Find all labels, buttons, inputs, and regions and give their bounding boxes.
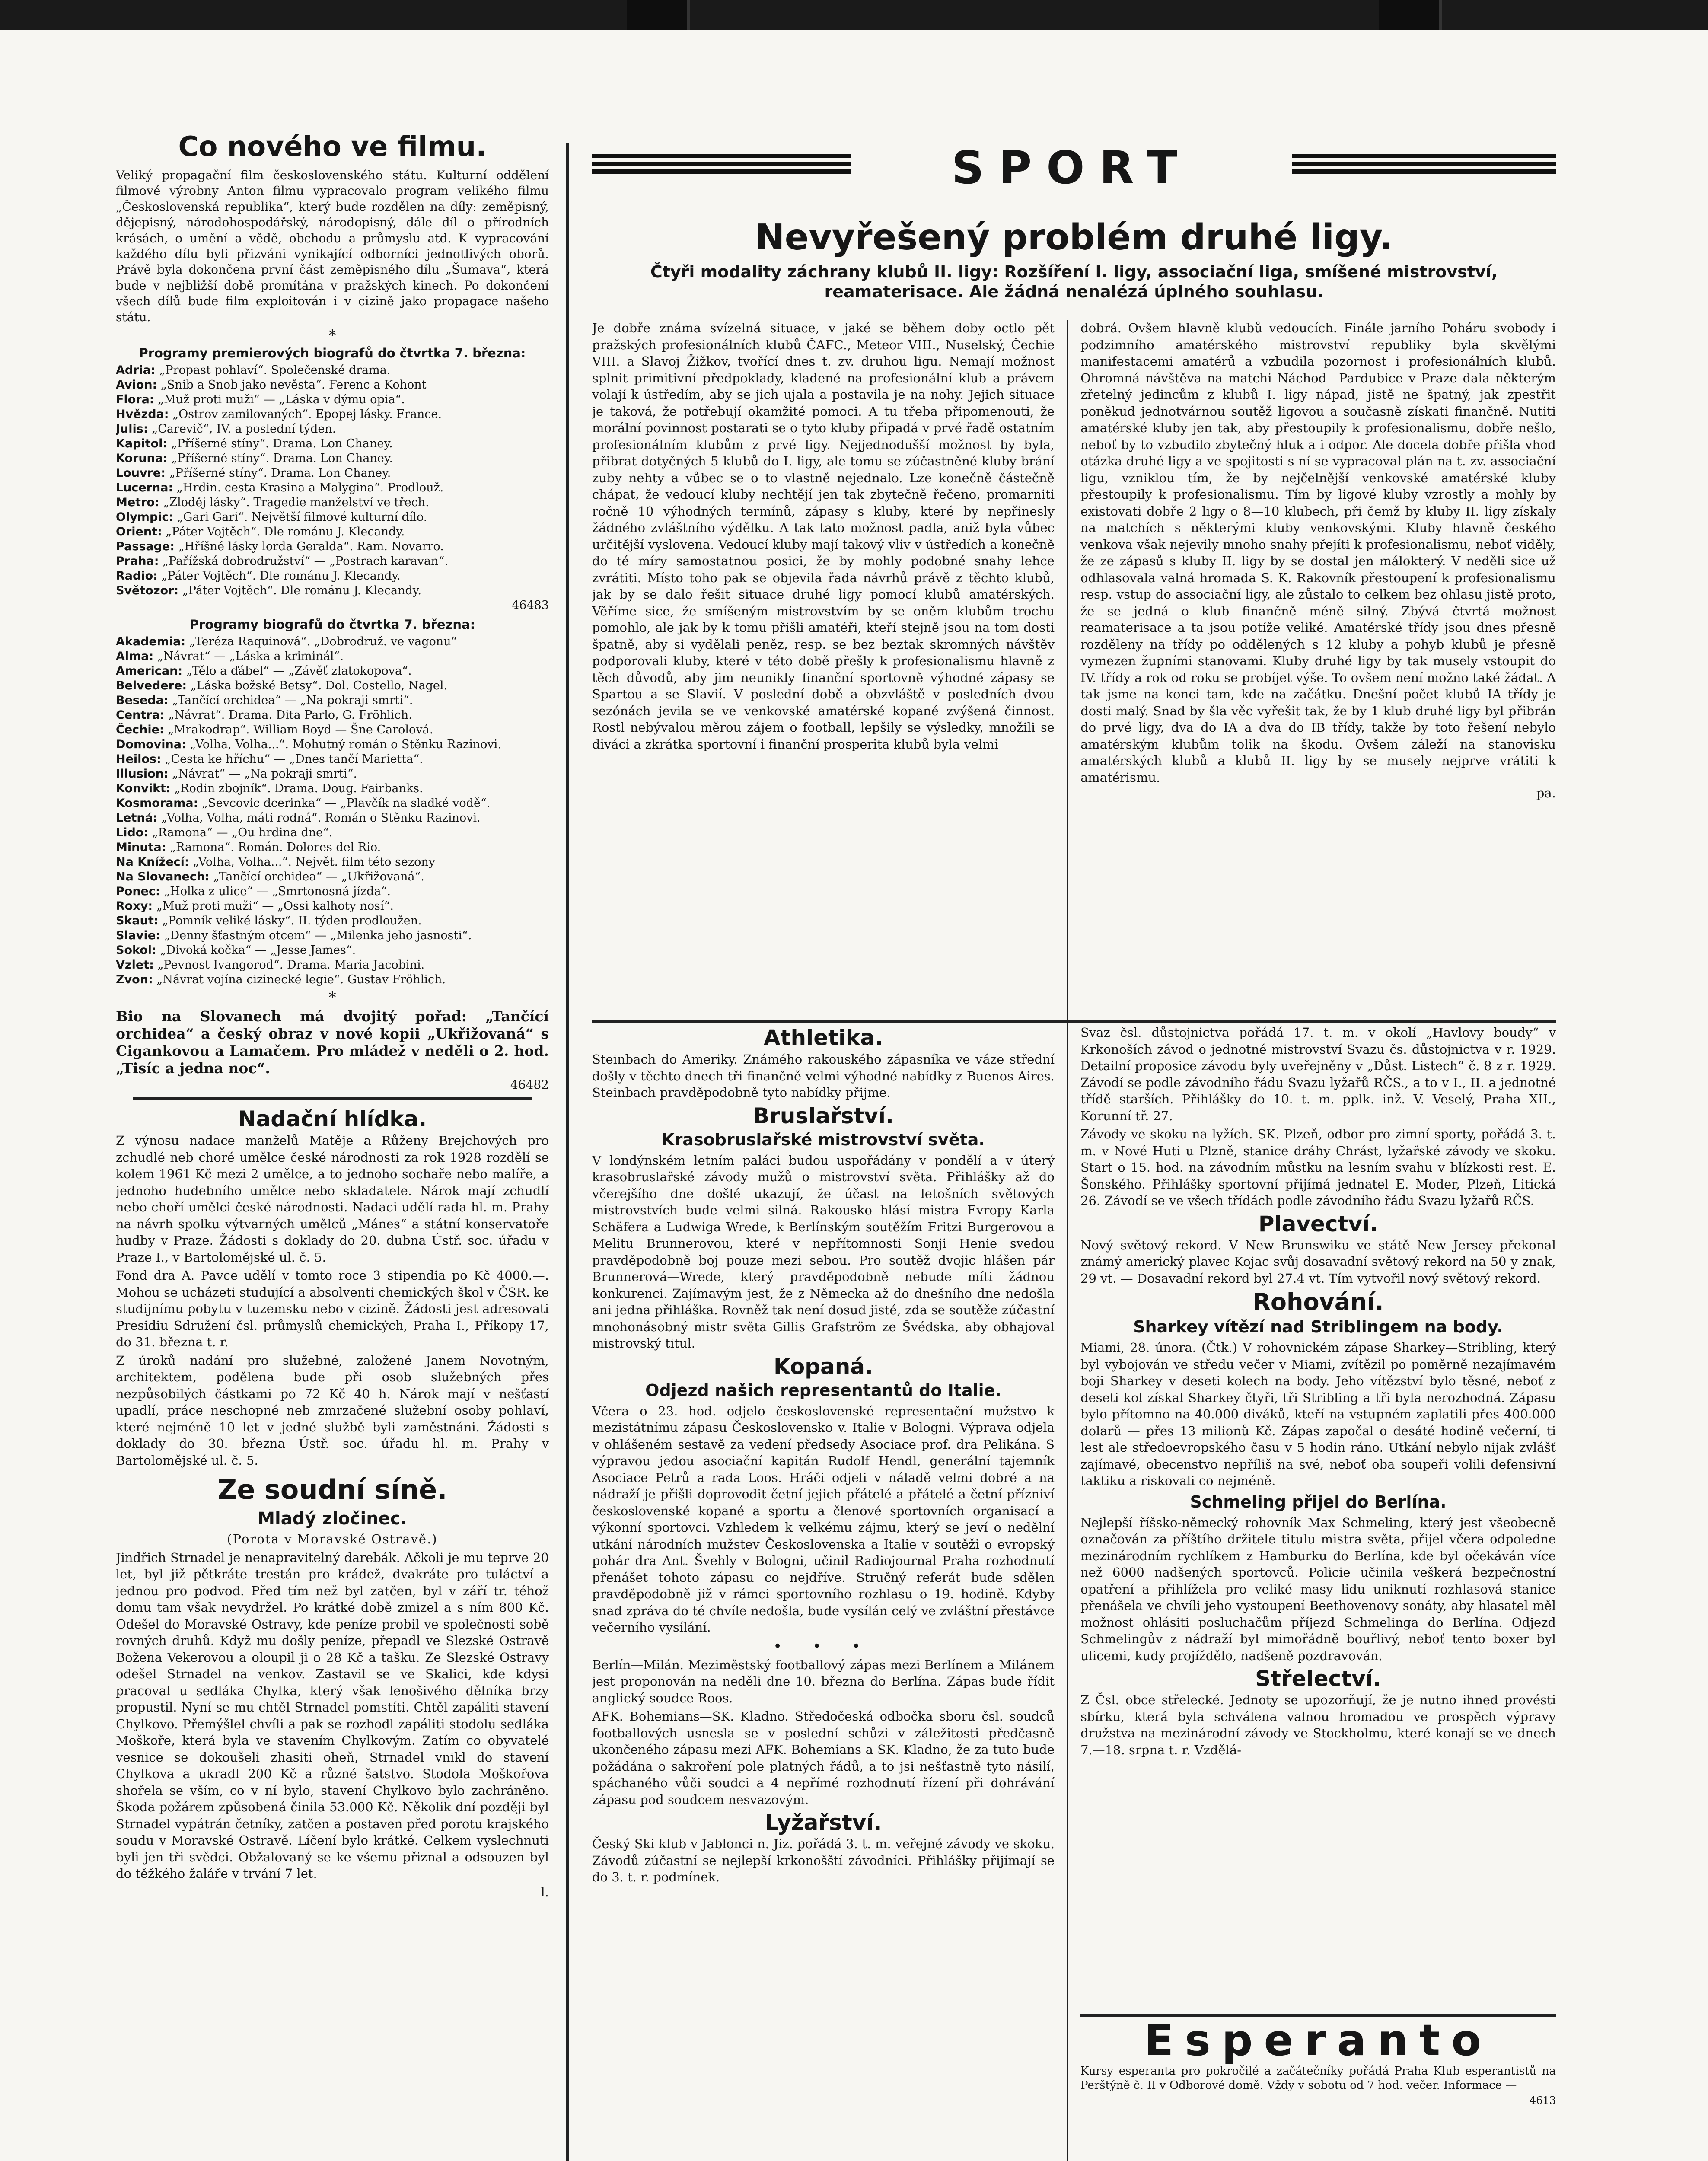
cinema-listing [116, 422, 549, 437]
cinema-program: „Páter Vojtěch“. Dle románu J. Klecandy. [182, 584, 421, 598]
cinema-listing [116, 899, 549, 914]
divider-asterisk: * [328, 327, 336, 344]
premiere-list [116, 363, 549, 613]
cinema-name: Ponec: [116, 885, 160, 899]
plzen-text: Závody ve skoku na lyžích. SK. Plzeň, odbor pro zimní sporty, pořádá 3. t. m. v Nové Huti u Plzně, stanice dráhy Chrást, lyžařské závody ve skoku. Start o 15. hod. na závodním můstku na lesním svahu v blízkosti rest. E. Šonského. Přihlášky sportovní přijímá jednatel E. Moder, Plzeň, Litická 26. Závodí se ve všech třídách podle závodního řádu Svazu lyžařů RČS. [1080, 1127, 1556, 1208]
cinema-name: Louvre: [116, 466, 166, 480]
cinema-listing [116, 737, 549, 752]
football-text: Včera o 23. hod. odjelo československé representační mužstvo k mezistátnímu zápasu Československo v. Italie v Bologni. Výprava odjela v ohlášeném sestavě za vedení předsedy Asociace prof. dra Pelikána. S výpravou jedou asociační kapitán Rudolf Hendl, generální tajemník Asociace Petrů a rada Loos. Hráči odjeli v náladě velmi dobré a na nádraží je přišli doprovodit četní jejich přátelé a přátelé a četní přízniví československé kopané a sportu a členové sportovních organisací a výkonní sportovci. Vzhledem k velkému zájmu, který se jeví o nedělní utkání národních mužstev Československa a Italie v soutěži o evropský pohár dra Ant. Švehly v Bologni, učinil Radiojournal Praha rozhodnutí přenášet tohoto zápasu co nejdříve. Stručný referát bude sdělen pravděpodobně již v rámci sportovního rozhlasu o 19. hodině. Kdyby snad zpráva do té chvíle nedošla, bude vysílán celý ve zvláštní přestávce večerního vysílání. [592, 1403, 1055, 1635]
cinema-name: Flora: [116, 393, 154, 407]
foundation-text-2: Fond dra A. Pavce udělí v tomto roce 3 stipendia po Kč 4000.—. Mohou se ucházeti studující a absolventi chemických škol v ČSR. ke studijnímu pobytu v tuzemsku nebo v cizině. Žádosti jest adresovati Presidiu Sdružení čsl. průmyslů chemických, Praha I., Příkopy 17, do 31. března t. r. [116, 1268, 549, 1350]
athletics-heading: Athletika. [763, 1025, 883, 1050]
cinema-name: Roxy: [116, 899, 153, 913]
cinema-name: Sokol: [116, 943, 156, 957]
skating-heading: Bruslařství. [752, 1103, 894, 1128]
cinema-program: „Pomník veliké lásky“. II. týden prodloužen. [162, 914, 422, 928]
cinema-name: Na Slovanech: [116, 870, 210, 884]
cinema-program: „Návrat“. Drama. Dita Parlo, G. Fröhlich. [168, 708, 412, 722]
cinema-program: „Příšerné stíny“. Drama. Lon Chaney. [169, 466, 391, 480]
left-column [116, 130, 549, 2161]
section-rule [592, 1020, 1556, 1023]
film-heading: Co nového ve filmu. [178, 131, 487, 163]
cinema-program: „Muž proti muži“ — „Ossi kalhoty nosí“. [156, 899, 394, 913]
shooting-heading: Střelectví. [1255, 1666, 1381, 1691]
cinema-program: „Teréza Raquinová“. „Dobrodruž. ve vagonu“ [189, 635, 457, 649]
scan-top-border [0, 0, 1708, 30]
skating-text: V londýnském letním paláci budou uspořádány v pondělí a v úterý krasobruslařské závody mužů o mistrovství světa. Přihlášky až do včerejšího dne došlé ukazují, že účast na letošních světových mistrovstvích bude velmi silná. Rakousko hlásí mistra Evropy Karla Schäfera a Ludwiga Wrede, k Berlínským soutěžím Fritzi Burgerovou a Melitu Brunnerovou, které v nepřítomnosti Sonji Henie svedou pravděpodobně boj pouze mezi sebou. Pro soutěž dvojic hlášen pár Brunnerová—Wrede, který pravděpodobně nebude míti žádnou konkurenci. Zajímavým jest, že z Německa až do dnešního dne nedošla ani jedna přihláška. Rovněž tak není dosud jisté, zda se soutěže zúčastní mnohonásobný mistr světa Gillis Grafström ze Švédska, aby obhajoval mistrovský titul. [592, 1153, 1055, 1351]
cinema-name: Belvedere: [116, 679, 187, 693]
film-ref-number: 46483 [512, 599, 549, 612]
esperanto-text: Kursy esperanta pro pokročilé a začátečníky pořádá Praha Klub esperantistů na Perštýně č. II v Odborové domě. Vždy v sobotu od 7 hod. večer. Informace — [1080, 2065, 1556, 2092]
cinema-listing [116, 649, 549, 664]
cinema-name: Passage: [116, 540, 175, 554]
banner-stripes-left [592, 154, 851, 182]
cinema-name: Slavie: [116, 929, 160, 943]
schmeling-heading: Schmeling přijel do Berlína. [1190, 1492, 1447, 1511]
cinema-name: Na Knížecí: [116, 855, 189, 869]
cinema-program: „Ostrov zamilovaných“. Epopej lásky. France. [172, 408, 442, 421]
foundation-heading: Nadační hlídka. [238, 1106, 427, 1132]
court-text: Jindřich Strnadel je nenapravitelný darebák. Ačkoli je mu teprve 20 let, byl již pětkráte trestán pro krádež, dvakráte pro tuláctví a jednou pro podvod. Před tím než byl zatčen, byl v září tr. téhož domu tam však nevydržel. Po krátké době zmizel a s ním 800 Kč. Odešel do Moravské Ostravy, kde peníze probil ve společnosti sobě rovných druhů. Když mu došly peníze, přepadl ve Slezské Ostravě Božena Vekerovou a oloupil ji o 28 Kč a tašku. Ze Slezské Ostravy odešel Strnadel na venkov. Zastavil se ve Skalici, kde kdysi pracoval u sedláka Chylka, který však lenošivého dělníka brzy propustil. Nyní se mu chtěl Strnadel pomstíti. Chtěl zapáliti stavení Chylkovo. Přemýšlel chvíli a pak se rozhodl zapáliti stodolu sedláka Moškoře, která byla ve stavením Chylkovým. Zatím co obyvatelé vesnice se dokoušeli zhasiti oheň, Strnadel vnikl do stavení Chylkova a ukradl 200 Kč a různé šatstvo. Stodola Moškořova shořela se vším, co v ní bylo, stavení Chylkovo bylo zachráněno. Škoda požárem způsobená činila 53.000 Kč. Několik dní později byl Strnadel vypátrán četníky, zatčen a postaven před porotu krajského soudu v Moravské Ostravě. Líčení bylo krátké. Celkem vyslechnuti byli jen tři svědci. Obžalovaný se ke všemu přiznal a odsouzen byl do těžkého žaláře v trvání 7 let. [116, 1550, 549, 1881]
boxing-subheading: Sharkey vítězí nad Striblingem na body. [1133, 1317, 1503, 1336]
scan-edge-mark [627, 0, 690, 30]
cinema-program: „Tělo a ďábel“ — „Závěť zlatokopova“. [186, 664, 412, 678]
cinema-program: „Páter Vojtěch“. Dle románu J. Klecandy. [166, 525, 405, 539]
football-text-3: AFK. Bohemians—SK. Kladno. Středočeská odbočka sboru čsl. soudců footballových usnesla se v poslední schůzi v záležitosti předčasně ukončeného zápasu mezi AFK. Bohemians a SK. Kladno, že za tuto bude požádána o sakroření pole platných řádů, a to jsi nešťastně tyto násilí, spáchaného vůči soudci a 4 nepřímé rozhodnutí řízení při dohrávání zápasu pod soudcem nesvazovým. [592, 1709, 1055, 1807]
cinema-program: „Páter Vojtěch“. Dle románu J. Klecandy. [161, 569, 401, 583]
cinema-listing [116, 826, 549, 840]
football-heading: Kopaná. [773, 1354, 873, 1379]
divider-dots: • • • [773, 1637, 873, 1655]
boxing-text: Miami, 28. února. (Čtk.) V rohovnickém zápase Sharkey—Stribling, který byl vybojován ve středu večer v Miami, zvítězil po poměrně nezajímavém boji Sharkey v deseti kolech na body. Jeho vítězství bylo těsné, neboť z deseti kol získal Sharkey čtyři, tři Stribling a tři byla nerozhodná. Zápasu bylo přítomno na 40.000 diváků, kteří na vstupném zaplatili přes 400.000 dolarů — přes 13 milionů Kč. Zápas započal o desáté hodině večerní, ti lest ale středoevropského času v 5 hodin ráno. Utkání nebylo nijak zvlášť zajímavé, obecenstvo nepříliš na své, neboť oba soupeři volili defensivní taktiku a riskovali co nejméně. [1080, 1340, 1556, 1488]
cinema-listing [116, 767, 549, 781]
cinema-listing [116, 855, 549, 870]
cinema-name: Hvězda: [116, 408, 169, 421]
cinema-name: Kosmorama: [116, 797, 198, 810]
cinema-name: Centra: [116, 708, 165, 722]
football-text-2: Berlín—Milán. Meziměstský footballový zápas mezi Berlínem a Milánem jest proponován na neděli dne 10. března do Berlína. Zápas bude řídit anglický soudce Roos. [592, 1657, 1055, 1705]
cinema-program: „Ramona“. Román. Dolores del Rio. [170, 841, 381, 854]
cinema-listing [116, 525, 549, 539]
esperanto-number: 4613 [1529, 2094, 1556, 2107]
league-col-2 [1080, 320, 1556, 1016]
cinema-program: „Mrakodrap“. William Boyd — Šne Carolová. [168, 723, 433, 737]
cinema-listing [116, 914, 549, 928]
divider-asterisk: * [328, 989, 336, 1007]
swimming-text: Nový světový rekord. V New Brunswiku ve státě New Jersey překonal známý americký plavec Kojac svůj dosavadní světový rekord na 50 y znak, 29 vt. — Dosavadní rekord byl 27.4 vt. Tím vytvořil nový světový rekord. [1080, 1237, 1556, 1286]
cinema-program: „Divoká kočka“ — „Jesse James“. [160, 943, 356, 957]
column-divider [1067, 1024, 1068, 2161]
sport-col-middle [592, 1024, 1055, 2161]
film-ref-number: 46482 [510, 1077, 549, 1092]
cinema-listing [116, 392, 549, 407]
cinema-name: Avion: [116, 378, 157, 392]
schmeling-text: Nejlepší říšsko-německý rohovník Max Schmeling, který jest všeobecně označován za příštího držitele titulu mistra světa, přijel včera odpoledne mezinárodním rychlíkem z Hamburku do Berlína, kde byl očekáván více než 6000 nadšených sportovců. Policie učinila veškerá bezpečnostní opatření a přihlížela pro veliké masy lidu uniknutí rozhlasová stanice přenášela ve chvíli jeho vystoupení Beethovenovy sonáty, aby hlasatel měl možnost ohlásiti posluchačům příjezd Schmelinga do Berlína. Odjezd Schmelingův z nádraží byl mimořádně bouřlivý, neboť tento boxer byl ulicemi, kudy projíždělo, nadšeně pozdravován. [1080, 1515, 1556, 1663]
bio-note: Bio na Slovanech má dvojitý pořad: „Tančící orchidea“ a český obraz v nové kopii „Ukřižovaná“ s Cigankovou a Lamačem. Pro mládež v neděli o 2. hod. „Tisíc a jedna noc“. [116, 1008, 549, 1077]
cinema-listing [116, 510, 549, 525]
cinema-program: „Snib a Snob jako nevěsta“. Ferenc a Kohont [160, 378, 427, 392]
sport-title: SPORT [952, 141, 1192, 194]
skating-subheading: Krasobruslařské mistrovství světa. [662, 1130, 985, 1149]
column-divider [1067, 320, 1068, 1029]
cinema-name: Vzlet: [116, 958, 154, 972]
cinema-program: „Ramona“ — „Ou hrdina dne“. [152, 826, 333, 840]
court-subheading: Mladý zločinec. [258, 1509, 407, 1529]
banner-stripes-right [1292, 154, 1556, 182]
cinema-program: „Sevcovic dcerinka“ — „Plavčík na sladké vodě“. [202, 797, 491, 810]
cinema-program: „Příšerné stíny“. Drama. Lon Chaney. [171, 452, 393, 465]
cinema-listing [116, 884, 549, 899]
cinema-name: Letná: [116, 811, 158, 825]
ski-heading: Lyžařství. [765, 1810, 882, 1835]
cinema-name: Akademia: [116, 635, 186, 649]
cinema-program: „Volha, Volha, máti rodná“. Román o Stěnku Razinovi. [161, 811, 481, 825]
thursday-list [116, 634, 549, 987]
league-signature: —pa. [1523, 786, 1556, 800]
cinema-listing [116, 693, 549, 708]
league-text-2: dobrá. Ovšem hlavně klubů vedoucích. Finále jarního Poháru svobody i podzimního amatérského mistrovství republiky byla skvělými manifestacemi amatérů a vzbudila pozornost i profesionálních klubů. Ohromná návštěva na matchi Náchod—Pardubice v Praze dala některým zřetelný jedincům z klubů I. ligy nápad, jistě ne špatný, jak zpestřit poněkud jednotvárnou soutěž ligovou a současně získati finančně. Nutiti amatérské kluby jen tak, aby přestoupily k profesionalismu, dobře nešlo, neboť by to vzbudilo zbytečný hluk a i odpor. Ale docela dobře přišla vhod otázka druhé ligy a ve spojitosti s ní se vypracoval plán na t. zv. associační ligu, vzniklou tím, že by nejčelnější venkovské amatérské kluby přestoupily k profesionalismu. Tím by ligové kluby vzrostly a mohly by existovati dobře 2 ligy o 8—10 klubech, při čemž by kluby II. ligy získaly na matchích s některými kluby venkovskými. Kluby hlavně českého venkova však nejevily mnoho snahy přejíti k profesionalismu, neboť viděly, že ze zápasů s kluby II. ligy by se dostal jen málokterý. V neděli sice už odhlasovala valná hromada S. K. Rakovník přestoupení k profesionalismu resp. vstup do associační ligy, ale zůstalo to celkem bez ohlasu jistě proto, že se jedná o klub finančně méně silný. Zbývá čtvrtá možnost reamaterisace a ta jsou potíže veliké. Amatérské třídy jsou dnes přesně rozděleny na třídy po oddělených s 12 kluby a pohyb klubů je přesně vymezen župními stanovami. Kluby druhé ligy by tak musely vstoupit do IV. třídy a rok od roku se probíjet výše. To ovšem není možno také žádat. A tak jsme na konci tam, kde na začátku. Dnešní počet klubů IA třídy je dosti malý. Snad by šla věc vyřešit tak, že by 1 klub druhé ligy byl přibrán do prvé ligy, dva do IA a dva do IB třídy, takže by toto řešení nebylo amatérským klubům tolik na škodu. Ovšem záleží na stanovisku amatérských klubů a klubů II. ligy by se musely nejprve vrátiti k amatérismu. [1080, 321, 1556, 785]
cinema-listing [116, 781, 549, 796]
cinema-name: Illusion: [116, 767, 169, 781]
cinema-name: Alma: [116, 650, 154, 663]
league-col-1 [592, 320, 1055, 1016]
cinema-name: Minuta: [116, 841, 166, 854]
court-origin: (Porota v Moravské Ostravě.) [227, 1532, 438, 1547]
cinema-name: Praha: [116, 555, 159, 568]
shooting-text: Z Čsl. obce střelecké. Jednoty se upozorňují, že je nutno ihned provésti sbírku, která byla schválena valnou hromadou ve prospěch výpravy družstva na mezinárodní závody ve Stockholmu, které konají se ve dnech 7.—18. srpna t. r. Vzdělá- [1080, 1692, 1556, 1757]
cinema-name: Lucerna: [116, 481, 173, 495]
cinema-listing [116, 664, 549, 679]
cinema-program: „Muž proti muži“ — „Láska v dýmu opia“. [158, 393, 405, 407]
cinema-listing [116, 723, 549, 737]
swimming-heading: Plavectví. [1258, 1211, 1378, 1237]
cinema-program: „Návrat“ — „Na pokraji smrti“. [172, 767, 357, 781]
cinema-name: Radio: [116, 569, 158, 583]
cinema-listing [116, 495, 549, 510]
cinema-listing [116, 407, 549, 422]
cinema-name: American: [116, 664, 183, 678]
cinema-program: „Volha, Volha...“. Mohutný román o Stěnku Razinovi. [190, 738, 502, 752]
esperanto-box [1080, 2014, 1556, 2161]
cinema-name: Světozor: [116, 584, 179, 598]
premiere-heading: Programy premierových biografů do čtvrtka 7. března: [139, 346, 526, 361]
court-heading: Ze soudní síně. [217, 1474, 447, 1506]
football-subheading: Odjezd našich representantů do Italie. [645, 1380, 1001, 1400]
column-divider [566, 143, 569, 2161]
film-intro: Veliký propagační film československého státu. Kulturní oddělení filmové výrobny Anton filmu vypracovalo program velikého filmu „Československá republika“, který bude rozdělen na díly: zeměpisný, dějepisný, národohospodářský, národopisný, dále díl o přírodních krásách, o umění a vědě, obchodu a průmyslu atd. K vypracování každého dílu byli přizváni vynikající odborníci jednotlivých oborů. Právě byla dokončena první část zeměpisného dílu „Šumava“, která bude v nejbližší době promítána v pražských kinech. Po dokončení všech dílů bude film exploitován i v cizině jako propagace našeho státu. [116, 168, 549, 324]
sport-col-right [1080, 1024, 1556, 2010]
cinema-program: „Holka z ulice“ — „Smrtonosná jízda“. [164, 885, 391, 899]
cinema-listing [116, 811, 549, 826]
scan-edge-mark [1379, 0, 1442, 30]
boxing-heading: Rohování. [1252, 1288, 1384, 1316]
cinema-listing [116, 451, 549, 466]
cinema-name: Skaut: [116, 914, 159, 928]
cinema-name: Olympic: [116, 510, 174, 524]
cinema-listing [116, 363, 549, 378]
sport-banner [592, 141, 1556, 194]
cinema-name: Kapitol: [116, 437, 168, 451]
cinema-listing [116, 378, 549, 392]
cinema-name: Konvikt: [116, 782, 171, 796]
cinema-name: Beseda: [116, 694, 169, 708]
cinema-program: „Tančící orchidea“ — „Ukřižovaná“. [213, 870, 424, 884]
cinema-listing [116, 437, 549, 451]
cinema-program: „Hrdin. cesta Krasina a Malygina“. Prodlouž. [176, 481, 444, 495]
cinema-program: „Návrat“ — „Láska a kriminál“. [157, 650, 344, 663]
cinema-name: Koruna: [116, 452, 168, 465]
cinema-program: „Denny šťastným otcem“ — „Milenka jeho jasnosti“. [164, 929, 472, 943]
ski-text: Český Ski klub v Jablonci n. Jiz. pořádá 3. t. m. veřejné závody ve skoku. Závodů zúčastní se nejlepší krkonošští závodníci. Přihlášky přijímají se do 3. t. r. podmínek. [592, 1836, 1055, 1884]
cinema-name: Čechie: [116, 723, 164, 737]
league-subheading: Čtyři modality záchrany klubů II. ligy: Rozšíření I. ligy, associační liga, smíšené mistrovství, reamaterisace. Ale žádná nenalézá úplného souhlasu. [650, 262, 1498, 301]
cinema-listing [116, 928, 549, 943]
cinema-listing [116, 796, 549, 811]
cinema-listing [116, 481, 549, 495]
cinema-program: „Láska božské Betsy“. Dol. Costello, Nagel. [190, 679, 448, 693]
cinema-listing [116, 554, 549, 569]
cinema-name: Heilos: [116, 752, 161, 766]
cinema-program: „Propast pohlaví“. Společenské drama. [159, 363, 391, 377]
foundation-text-3: Z úroků nadání pro služebné, založené Janem Novotným, architektem, podělena bude při osob služebných přes nezpůsobilých částkami po 72 Kč 40 h. Nárok mají v nešťastí upadlí, práce neschopné neb zmrzačené služební osoby pohlaví, které nejméně 10 let v jedné službě byli zaměstnáni. Žádosti s doklady do 30. března Ústř. soc. úřadu hl. m. Prahy v Bartolomějské ul. č. 5. [116, 1353, 549, 1468]
cinema-program: „Návrat vojína cizinecké legie“. Gustav Fröhlich. [156, 973, 446, 987]
cinema-listing [116, 943, 549, 958]
cinema-program: „Zloděj lásky“. Tragedie manželství ve třech. [163, 496, 429, 510]
cinema-listing [116, 583, 549, 598]
court-signature: —l. [528, 1884, 549, 1900]
cinema-name: Zvon: [116, 973, 153, 987]
cinema-listing [116, 958, 549, 972]
cinema-listing [116, 569, 549, 583]
cinema-program: „Rodin zbojník“. Drama. Doug. Fairbanks. [174, 782, 423, 796]
cinema-listing [116, 972, 549, 987]
foundation-text-1: Z výnosu nadace manželů Matěje a Růženy Brejchových pro zchudlé neb choré umělce české národnosti za rok 1928 rozdělí se kolem 1961 Kč mezi 2 umělce, a to jednoho sochaře nebo malíře, a jednoho hudebního umělce nebo skladatele. Nárok mají zchudlí nebo choří umělci české národnosti. Nadaci udělí rada hl. m. Prahy na návrh spolku výtvarných umělců „Mánes“ a státní konservatoře hudby v Praze. Žádosti s doklady do 20. dubna Ústř. soc. úřadu v Praze I., v Bartolomějské ul. č. 5. [116, 1133, 549, 1265]
cinema-program: „Pevnost Ivangorod“. Drama. Maria Jacobini. [157, 958, 425, 972]
cinema-name: Orient: [116, 525, 162, 539]
cinema-program: „Gari Gari“. Největší filmové kulturní dílo. [177, 510, 427, 524]
cinema-program: „Tančící orchidea“ — „Na pokraji smrti“. [172, 694, 413, 708]
thursday-heading: Programy biografů do čtvrtka 7. března: [189, 617, 475, 632]
league-header [592, 216, 1556, 320]
cinema-name: Domovina: [116, 738, 186, 752]
cinema-program: „Příšerné stíny“. Drama. Lon Chaney. [171, 437, 393, 451]
cinema-name: Metro: [116, 496, 159, 510]
cinema-listing [116, 840, 549, 855]
league-text-1: Je dobře známa svízelná situace, v jaké se během doby octlo pět pražských profesionálních klubů ČAFC., Meteor VIII., Nuselský, Čechie VIII. a Slavoj Žižkov, tvořící dnes t. zv. druhou ligu. Nemají možnost splnit primitivní předpoklady, kladené na profesionální klub a právem volají k ústředím, aby se jich ujala a postavila je na nohy. Jejich situace je taková, že potřebují okamžité pomoci. A tu třeba připomenouti, že morální povinnost postarati se o tyto kluby připadá v prvé řadě ostatním profesionálním klubům z prvé ligy. Nejjednodušší možnost by byla, přibrat dotyčných 5 klubů do I. ligy, ale tomu se zúčastněné kluby brání zuby nehty a vůbec se o to vlastně nejednalo. Lze konečně částečně chápat, že vedoucí kluby nechtějí jen tak zbytečně řečeno, promarniti ročně 10 výhodných termínů, zápasy s kluby, které by nepřinesly žádného zvláštního výdělku. A tak tato možnost padla, aniž byla vůbec určitější vyslovena. Vedoucí kluby mají takový vliv v ústředích a konečně do té míry samostatnou posici, že by mohly podobné snahy lehce zvrátiti. Místo toho pak se objevila řada návrhů právě z těchto klubů, jak by se dalo řešit situace druhé ligy pomocí klubů amatérských. Věříme sice, že smíšeným mistrovstvím by se oněm klubům trochu pomohlo, ale jak by k tomu přišli amatéři, kteří stejně jsou na tom dosti špatně, aby si vydělali peněz, resp. se bez beztak skromných návštěv podporovali kluby, které v této době přešly k profesionalismu hlavně z těch důvodů, aby jim neunikly finanční sportovně výhodné zápasy se Spartou a se Slavií. V poslední době a obzvláště v posledních dvou sezónách jevila se ve venkovské amatérské kopané zvýšená činnost. Rostl nebývalou měrou zájem o football, lepšily se výsledky, množili se diváci a zkrátka sportovní i finanční prosperita klubů byla velmi [592, 321, 1055, 752]
cinema-name: Adria: [116, 363, 156, 377]
cinema-listing [116, 870, 549, 884]
cinema-listing [116, 708, 549, 723]
league-heading: Nevyřešený problém druhé ligy. [755, 217, 1393, 258]
cinema-listing [116, 634, 549, 649]
cinema-program: „Pařížská dobrodružství“ — „Postrach karavan“. [163, 555, 448, 568]
cinema-listing [116, 752, 549, 767]
cinema-program: „Carevič“, IV. a poslední týden. [152, 422, 336, 436]
cinema-listing [116, 679, 549, 693]
esperanto-heading: Esperanto [1144, 2015, 1492, 2065]
athletics-text: Steinbach do Ameriky. Známého rakouského zápasníka ve váze střední došly v těchto dnech tři finančně velmi výhodné nabídky z Buenos Aires. Steinbach pravděpodobně tyto nabídky přijme. [592, 1052, 1055, 1100]
officers-text: Svaz čsl. důstojnictva pořádá 17. t. m. v okolí „Havlovy boudy“ v Krkonoších závod o jednotné mistrovství Svazu čs. důstojnictva v r. 1929. Detailní proposice závodu byly uveřejněny v „Důst. Listech“ č. 8 z r. 1929. Závodí se podle závodního řádu Svazu lyžařů RČS., a to v I., II. a jednotné třídě starších. Přihlášky do 10. t. m. pplk. inž. V. Veselý, Praha XII., Korunní tř. 27. [1080, 1025, 1556, 1123]
section-rule [133, 1097, 532, 1103]
cinema-program: „Volha, Volha...“. Největ. film této sezony [193, 855, 436, 869]
cinema-listing [116, 539, 549, 554]
cinema-listing [116, 466, 549, 481]
cinema-name: Julis: [116, 422, 148, 436]
cinema-program: „Cesta ke hříchu“ — „Dnes tančí Marietta“. [165, 752, 423, 766]
cinema-name: Lido: [116, 826, 149, 840]
cinema-program: „Hříšné lásky lorda Geralda“. Ram. Novarro. [178, 540, 444, 554]
